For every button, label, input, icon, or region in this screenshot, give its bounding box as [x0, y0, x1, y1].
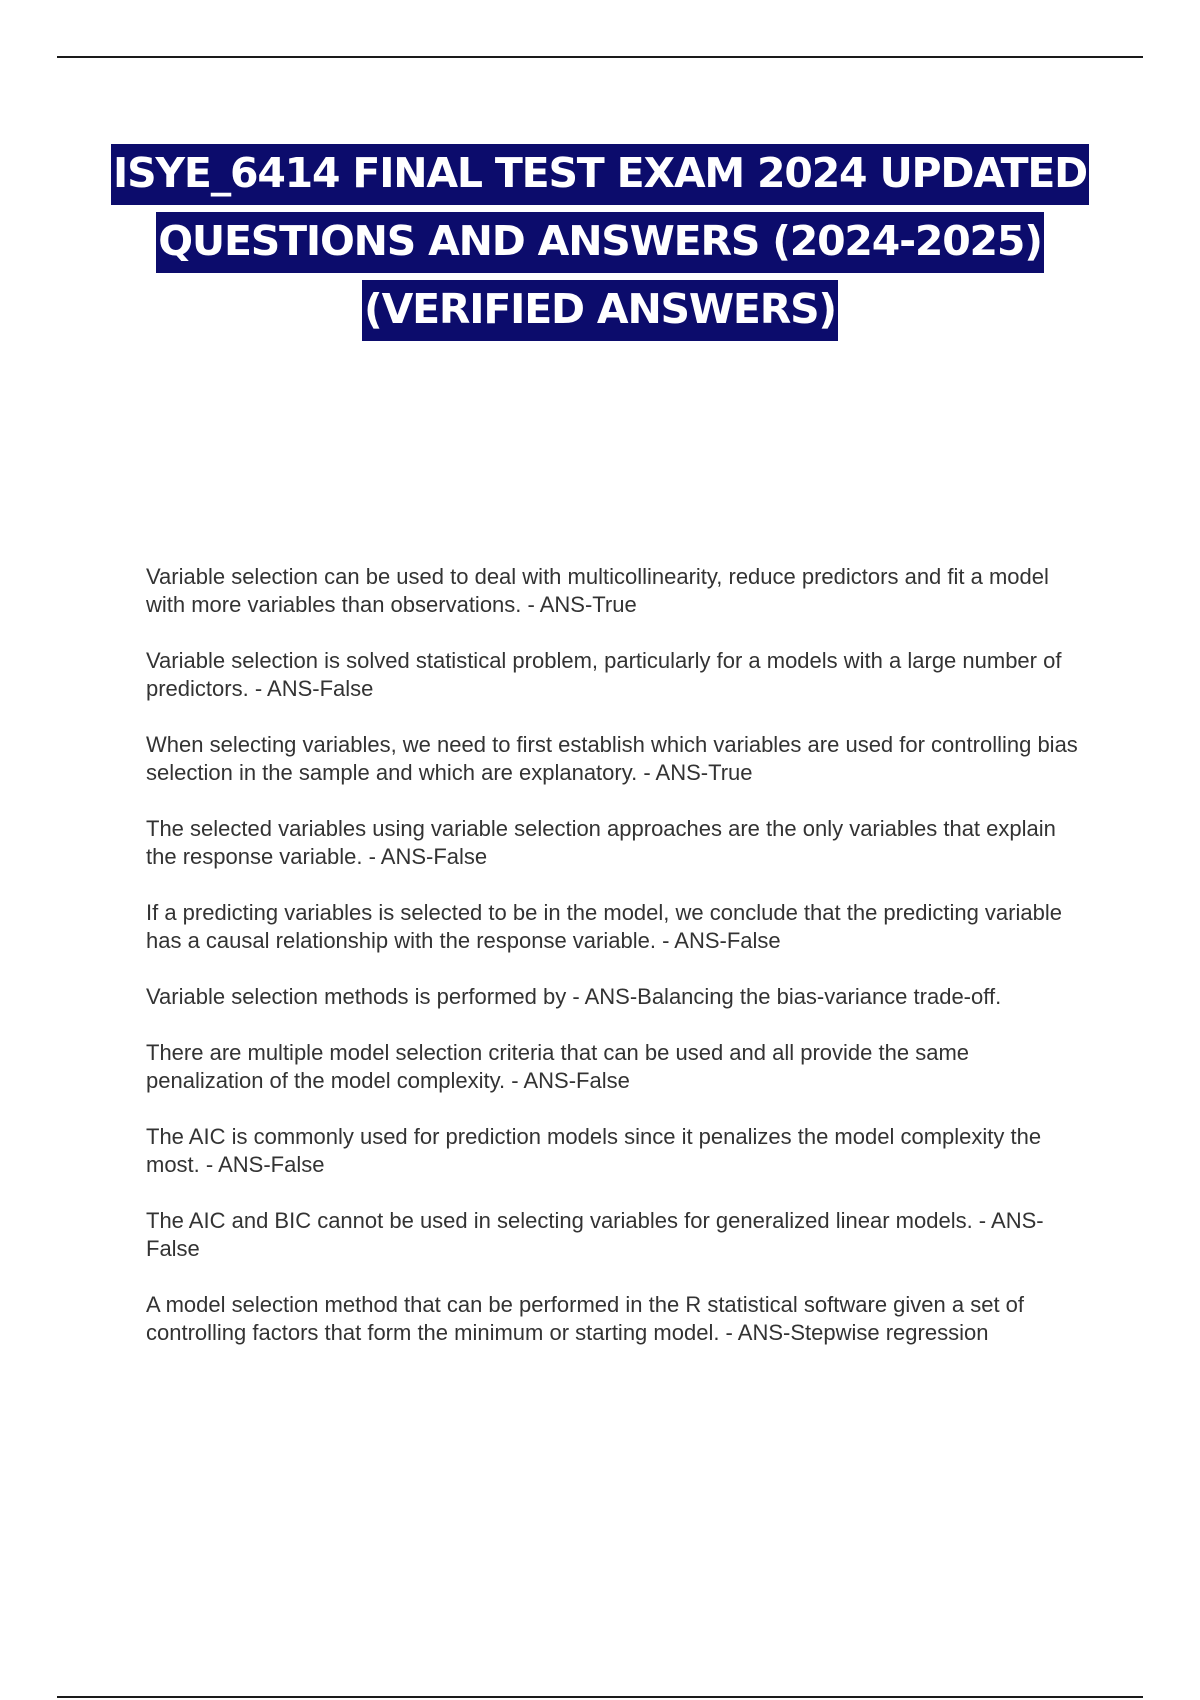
qa-item-6: Variable selection methods is performed by - ANS-Balancing the bias-variance trade-off.: [146, 984, 1002, 1009]
document-title: [0, 144, 1200, 348]
qa-item-8: The AIC is commonly used for prediction models since it penalizes the model complexity the most. - ANS-False: [146, 1124, 1042, 1177]
bottom-rule: [57, 1696, 1143, 1698]
qa-item-10: A model selection method that can be performed in the R statistical software given a set of controlling factors that form the minimum or starting model. - ANS-Stepwise regression: [146, 1292, 1025, 1345]
qa-item-5: If a predicting variables is selected to be in the model, we conclude that the predicting variable has a causal relationship with the response variable. - ANS-False: [146, 900, 1062, 953]
title-line-1: ISYE_6414 FINAL TEST EXAM 2024 UPDATED: [111, 144, 1089, 205]
qa-item-7: There are multiple model selection criteria that can be used and all provide the same penalization of the model complexity. - ANS-False: [146, 1040, 970, 1093]
qa-item-9: The AIC and BIC cannot be used in selecting variables for generalized linear models. - ANS-False: [146, 1208, 1044, 1261]
title-line-3: (VERIFIED ANSWERS): [362, 280, 838, 341]
qa-list: [146, 563, 1091, 1375]
qa-item-1: Variable selection can be used to deal with multicollinearity, reduce predictors and fit a model with more variables than observations. - ANS-True: [146, 564, 1049, 617]
title-line-2: QUESTIONS AND ANSWERS (2024-2025): [156, 212, 1044, 273]
qa-item-4: The selected variables using variable selection approaches are the only variables that explain the response variable. - ANS-False: [146, 816, 1056, 869]
qa-item-2: Variable selection is solved statistical problem, particularly for a models with a large number of predictors. - ANS-False: [146, 648, 1062, 701]
qa-item-3: When selecting variables, we need to first establish which variables are used for controlling bias selection in the sample and which are explanatory. - ANS-True: [146, 732, 1078, 785]
top-rule: [57, 56, 1143, 58]
